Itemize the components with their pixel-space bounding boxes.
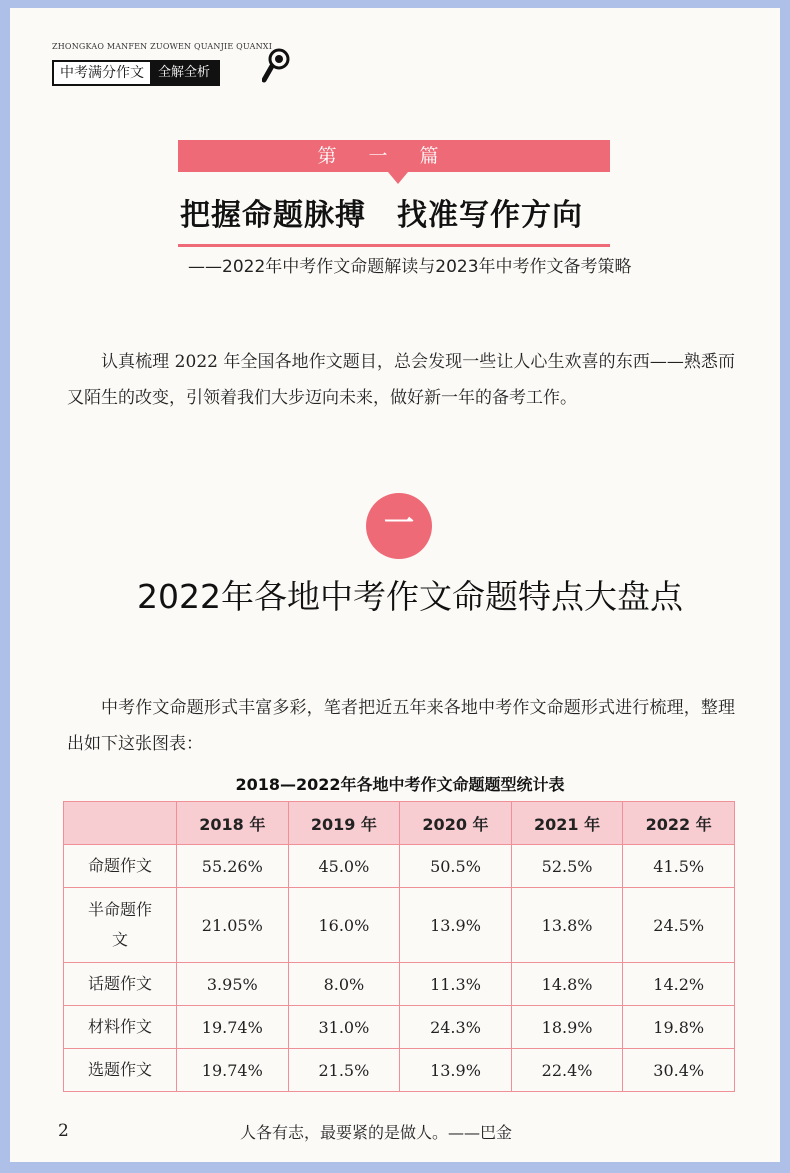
table-cell: 19.74%	[177, 1049, 289, 1092]
table-cell: 24.3%	[400, 1006, 512, 1049]
table-cell: 31.0%	[288, 1006, 400, 1049]
row-label: 半命题作文	[64, 888, 177, 963]
table-cell: 18.9%	[511, 1006, 623, 1049]
table-cell: 52.5%	[511, 845, 623, 888]
table-cell: 11.3%	[400, 963, 512, 1006]
table-row	[64, 888, 735, 963]
chapter-subtitle: ——2022年中考作文命题解读与2023年中考作文备考策略	[188, 257, 632, 277]
table-cell: 21.05%	[177, 888, 289, 963]
table-cell: 19.8%	[623, 1006, 735, 1049]
table-row	[64, 1049, 735, 1092]
table-cell: 24.5%	[623, 888, 735, 963]
table-corner-cell	[64, 802, 177, 845]
table-cell: 41.5%	[623, 845, 735, 888]
table-cell: 55.26%	[177, 845, 289, 888]
table-cell: 22.4%	[511, 1049, 623, 1092]
table-cell: 13.9%	[400, 888, 512, 963]
row-label: 命题作文	[64, 845, 177, 888]
footer-quote: 人各有志，最要紧的是做人。——巴金	[240, 1123, 513, 1142]
chapter-title-rule	[178, 244, 610, 247]
table-cell: 16.0%	[288, 888, 400, 963]
chapter-label: 第一篇	[178, 140, 610, 172]
table-cell: 13.8%	[511, 888, 623, 963]
table-cell: 30.4%	[623, 1049, 735, 1092]
section-paragraph: 中考作文命题形式丰富多彩，笔者把近五年来各地中考作文命题形式进行梳理，整理出如下这张图表：	[67, 698, 735, 754]
intro-paragraph: 认真梳理 2022 年全国各地作文题目，总会发现一些让人心生欢喜的东西——熟悉而又陌生的改变，引领着我们大步迈向未来，做好新一年的备考工作。	[67, 352, 735, 408]
table-cell: 3.95%	[177, 963, 289, 1006]
table-cell: 8.0%	[288, 963, 400, 1006]
table-cell: 45.0%	[288, 845, 400, 888]
chapter-title: 把握命题脉搏 找准写作方向	[180, 198, 583, 233]
table-cell: 21.5%	[288, 1049, 400, 1092]
column-header: 2021 年	[511, 802, 623, 845]
magnifier-icon	[262, 46, 292, 86]
row-label: 选题作文	[64, 1049, 177, 1092]
column-header: 2019 年	[288, 802, 400, 845]
table-cell: 19.74%	[177, 1006, 289, 1049]
header-book-title-box	[52, 60, 220, 86]
column-header: 2022 年	[623, 802, 735, 845]
header-book-tag: 全解全析	[150, 62, 218, 84]
table-cell: 14.8%	[511, 963, 623, 1006]
column-header: 2020 年	[400, 802, 512, 845]
header-book-title: 中考满分作文	[54, 62, 150, 84]
table-row	[64, 845, 735, 888]
table-row	[64, 963, 735, 1006]
table-cell: 50.5%	[400, 845, 512, 888]
table-caption: 2018—2022年各地中考作文命题题型统计表	[235, 775, 565, 794]
statistics-table	[63, 801, 735, 1092]
table-cell: 14.2%	[623, 963, 735, 1006]
section-title: 2022年各地中考作文命题特点大盘点	[137, 577, 683, 616]
column-header: 2018 年	[177, 802, 289, 845]
page-number: 2	[58, 1121, 69, 1141]
table-cell: 13.9%	[400, 1049, 512, 1092]
table-header-row	[64, 802, 735, 845]
chapter-ribbon-tip	[388, 172, 408, 184]
table-row	[64, 1006, 735, 1049]
book-page	[10, 8, 780, 1162]
row-label: 材料作文	[64, 1006, 177, 1049]
row-label: 话题作文	[64, 963, 177, 1006]
header-pinyin: ZHONGKAO MANFEN ZUOWEN QUANJIE QUANXI	[52, 42, 273, 51]
section-number-badge: 一	[366, 493, 432, 559]
